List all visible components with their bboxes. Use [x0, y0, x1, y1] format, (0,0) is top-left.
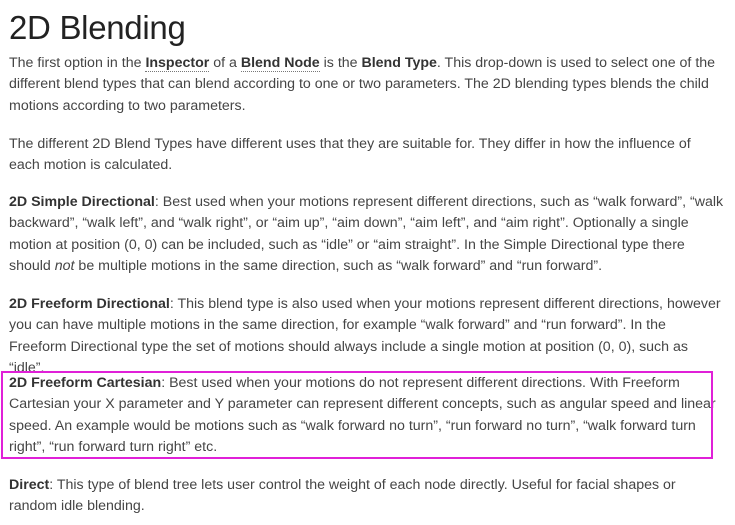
blend-node-link[interactable]: Blend Node: [240, 55, 320, 71]
paragraph-freeform-directional: [9, 294, 725, 379]
paragraph-simple-directional: [9, 192, 725, 277]
direct-text: : This type of blend tree lets user control the weight of each node directly. Useful for facial shapes or random idle blending.: [9, 477, 676, 515]
freeform-cartesian-text: : Best used when your motions do not represent different directions. With Freeform Cartesian your X parameter and Y parameter can represent different concepts, such as angular speed and linear speed. An example would be motions such as “walk forward no turn”, “run forward no turn”, “walk forward turn right”, “run forward turn right” etc.: [9, 375, 716, 455]
freeform-directional-text: : This blend type is also used when your motions represent different directions, however you can have multiple motions in the same direction, for example “walk forward” and “run forward”. In the Freeform Directional type the set of motions should always include a single motion at position (0, 0), such as “idle”.: [9, 296, 721, 376]
intro-text-c: is the: [319, 55, 362, 71]
paragraph-direct: [9, 475, 725, 518]
intro-text-d: . This drop-down is used to select one of the different blend types that can blend according to one or two parameters. The 2D blending types blends the child motions according to two parameters.: [9, 55, 716, 114]
simple-directional-text-b: be multiple motions in the same direction, such as “walk forward” and “run forward”.: [74, 257, 603, 274]
direct-term: Direct: [9, 477, 50, 493]
intro-text-b: of a: [209, 55, 241, 71]
inspector-link[interactable]: Inspector: [145, 55, 210, 71]
highlight-box: [1, 371, 713, 459]
freeform-directional-term: 2D Freeform Directional: [9, 296, 170, 312]
simple-directional-term: 2D Simple Directional: [9, 194, 155, 210]
simple-directional-emphasis: not: [54, 257, 75, 274]
blend-type-term: Blend Type: [361, 55, 437, 71]
simple-directional-text-a: : Best used when your motions represent different directions, such as “walk forward”, “walk backward”, “walk left”, and “walk right”, or “aim up”, “aim down”, “aim left”, and “aim right”. Optionally a single motion at position (0, 0) can be included, such as “idle” or “aim straight”. In the Simple Directional type there should: [9, 194, 724, 274]
paragraph-blend-types: The different 2D Blend Types have different uses that they are suitable for. They differ in how the influence of each motion is calculated.: [9, 136, 691, 174]
freeform-cartesian-term: 2D Freeform Cartesian: [9, 375, 162, 391]
intro-text-a: The first option in the: [9, 55, 146, 71]
paragraph-intro: [9, 53, 725, 117]
page-title: 2D Blending: [9, 9, 186, 46]
